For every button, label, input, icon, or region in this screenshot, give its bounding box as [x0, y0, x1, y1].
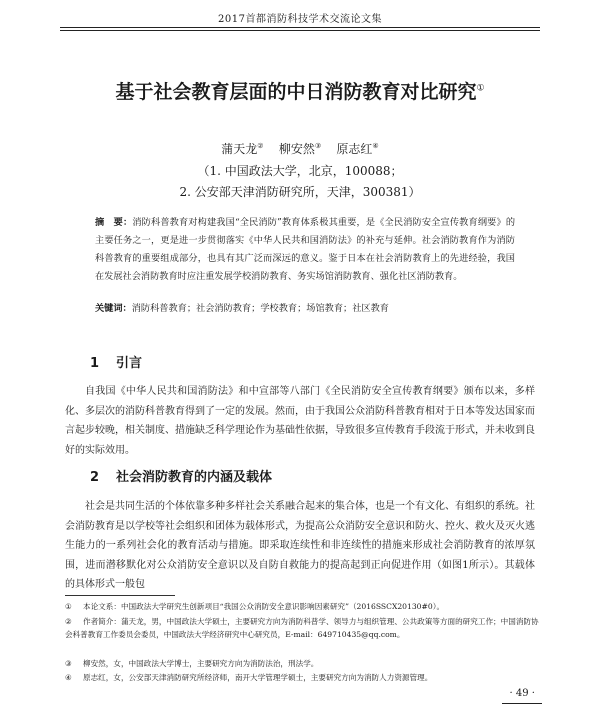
footnote-mark: ④ — [65, 673, 72, 682]
title-note-mark: ① — [476, 83, 485, 94]
author-mark: ③ — [314, 142, 322, 150]
author-mark: ② — [257, 142, 264, 150]
footnote-rule — [65, 595, 175, 596]
section-title: 社会消防教育的内涵及载体 — [116, 470, 273, 485]
keywords-label: 关键词： — [95, 303, 132, 314]
abstract-label: 摘 要： — [95, 217, 133, 228]
section-number: 2 — [90, 470, 100, 485]
abstract — [95, 214, 515, 286]
title-text: 基于社会教育层面的中日消防教育对比研究 — [115, 81, 477, 103]
header-rule — [60, 27, 540, 28]
footnote-text: 作者简介：蒲天龙，男，中国政法大学硕士，主要研究方向为消防科普学、领导力与组织管理、公共政策等方面的研究工作；中国消防协会科普教育工作委员会委员，中国政法大学经济研究中心研究员，E-mail：649710435@qq.com。 — [65, 617, 539, 639]
footnote — [65, 600, 540, 613]
section-number: 1 — [90, 356, 100, 371]
affiliation-line: 2. 公安部天津消防研究所，天津，300381） — [179, 185, 421, 199]
abstract-text: 消防科普教育对构建我国“全民消防”教育体系极其重要，是《全民消防安全宣传教育纲要》的主要任务之一，更是进一步贯彻落实《中华人民共和国消防法》的补充与延伸。社会消防教育作为消防科普教育的重要组成部分，也具有其广泛而深远的意义。鉴于日本在社会消防教育上的先进经验，我国在发展社会消防教育时应注重发展学校消防教育、务实场馆消防教育、强化社区消防教育。 — [95, 217, 516, 282]
page-number-rule — [502, 703, 542, 704]
footnote — [65, 615, 540, 641]
author-name: 蒲天龙 — [221, 142, 258, 156]
author-list — [0, 140, 600, 157]
footnote-mark: ③ — [65, 659, 72, 668]
keywords — [95, 300, 515, 318]
section-title: 引言 — [116, 356, 143, 371]
running-header: 2017首都消防科技学术交流论文集 — [218, 14, 382, 25]
section-heading — [90, 466, 272, 485]
keywords-text: 消防科普教育；社会消防教育；学校教育；场馆教育；社区教育 — [131, 303, 389, 314]
header-rule-thin — [60, 30, 540, 31]
author-name: 原志红 — [336, 142, 373, 156]
section-heading — [90, 352, 142, 371]
footnote-text: 柳安然，女，中国政法大学博士，主要研究方向为消防法治，刑法学。 — [83, 659, 319, 668]
footnote-mark: ② — [65, 617, 72, 626]
section-paragraph: 自我国《中华人民共和国消防法》和中宣部等八部门《全民消防安全宣传教育纲要》颁布以来，多样化、多层次的消防科普教育得到了一定的发展。然而，由于我国公众消防科普教育相对于日本等发达国家而言起步较晚，相关制度、措施缺乏科学理论作为基础性依据，导致很多宣传教育手段流于形式，并未收到良好的实际效用。 — [65, 386, 535, 456]
footnote — [65, 657, 540, 670]
page-number: · 49 · — [509, 688, 535, 699]
affiliation-line: （1. 中国政法大学，北京，100088； — [197, 164, 403, 178]
author-name: 柳安然 — [278, 142, 315, 156]
author-mark: ④ — [372, 142, 379, 150]
footnote-mark: ① — [65, 602, 72, 611]
footnote-text: 本论文系：中国政法大学研究生创新项目“我国公众消防安全意识影响因素研究”（2016SSCX20130#0）。 — [83, 602, 445, 611]
footnote — [65, 671, 540, 684]
paper-title — [0, 77, 600, 104]
footnote-text: 原志红，女，公安部天津消防研究所经济师，南开大学管理学硕士，主要研究方向为消防人力资源管理。 — [83, 673, 433, 682]
section-paragraph: 社会是共同生活的个体依靠多种多样社会关系融合起来的集合体，也是一个有文化、有组织的系统。社会消防教育是以学校等社会组织和团体为载体形式，为提高公众消防安全意识和防火、控火、救火及灭火逃生能力的一系列社会化的教育活动与措施。即采取连续性和非连续性的措施来形成社会消防教育的浓厚氛围，进而潜移默化对公众消防安全意识以及自防自救能力的提高起到正向促进作用（如图1所示）。其载体的具体形式一般包 — [65, 501, 535, 590]
